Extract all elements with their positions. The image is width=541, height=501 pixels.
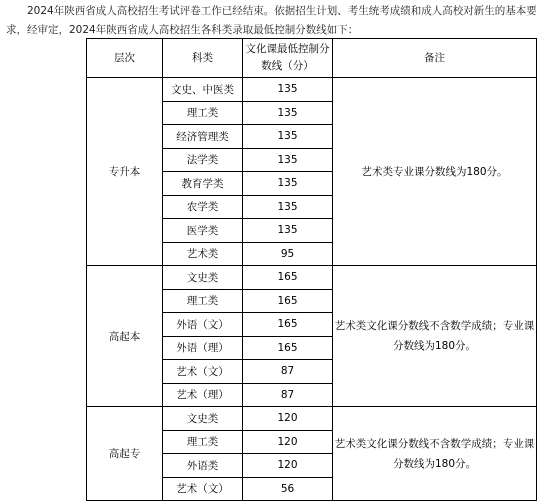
category-cell: 艺术类 xyxy=(163,242,243,266)
score-cell: 56 xyxy=(243,477,333,501)
level-cell: 专升本 xyxy=(87,78,163,266)
score-cell: 135 xyxy=(243,148,333,172)
score-cell: 135 xyxy=(243,172,333,196)
header-min-score: 文化课最低控制分数线（分） xyxy=(243,39,333,78)
category-cell: 外语（文） xyxy=(163,313,243,337)
note-cell: 艺术类专业课分数线为180分。 xyxy=(333,78,537,266)
score-table xyxy=(86,38,537,501)
note-cell: 艺术类文化课分数线不含数学成绩；专业课分数线为180分。 xyxy=(333,266,537,407)
note-cell: 艺术类文化课分数线不含数学成绩；专业课分数线为180分。 xyxy=(333,407,537,501)
intro-paragraph: 2024年陕西省成人高校招生考试评卷工作已经结束。依据招生计划、考生统考成绩和成人高校对新生的基本要求，经审定，2024年陕西省成人高校招生各科类录取最低控制分数线如下： xyxy=(6,5,537,36)
header-notes: 备注 xyxy=(333,39,537,78)
score-cell: 95 xyxy=(243,242,333,266)
category-cell: 农学类 xyxy=(163,195,243,219)
table-body xyxy=(87,78,537,501)
category-cell: 经济管理类 xyxy=(163,125,243,149)
score-cell: 87 xyxy=(243,360,333,384)
table-row xyxy=(87,407,537,431)
score-cell: 165 xyxy=(243,266,333,290)
category-cell: 理工类 xyxy=(163,289,243,313)
score-cell: 135 xyxy=(243,78,333,102)
category-cell: 教育学类 xyxy=(163,172,243,196)
table-row xyxy=(87,266,537,290)
score-cell: 165 xyxy=(243,336,333,360)
category-cell: 外语类 xyxy=(163,454,243,478)
category-cell: 外语（理） xyxy=(163,336,243,360)
score-cell: 120 xyxy=(243,430,333,454)
category-cell: 文史、中医类 xyxy=(163,78,243,102)
header-level: 层次 xyxy=(87,39,163,78)
level-cell: 高起专 xyxy=(87,407,163,501)
score-cell: 135 xyxy=(243,125,333,149)
score-cell: 165 xyxy=(243,289,333,313)
category-cell: 艺术（文） xyxy=(163,477,243,501)
score-cell: 87 xyxy=(243,383,333,407)
category-cell: 理工类 xyxy=(163,101,243,125)
category-cell: 法学类 xyxy=(163,148,243,172)
header-category: 科类 xyxy=(163,39,243,78)
category-cell: 文史类 xyxy=(163,266,243,290)
category-cell: 艺术（理） xyxy=(163,383,243,407)
score-cell: 135 xyxy=(243,195,333,219)
level-cell: 高起本 xyxy=(87,266,163,407)
table-header-row xyxy=(87,39,537,78)
score-cell: 165 xyxy=(243,313,333,337)
category-cell: 医学类 xyxy=(163,219,243,243)
table-row xyxy=(87,78,537,102)
category-cell: 艺术（文） xyxy=(163,360,243,384)
category-cell: 理工类 xyxy=(163,430,243,454)
score-cell: 120 xyxy=(243,407,333,431)
category-cell: 文史类 xyxy=(163,407,243,431)
score-cell: 135 xyxy=(243,101,333,125)
score-cell: 135 xyxy=(243,219,333,243)
score-cell: 120 xyxy=(243,454,333,478)
